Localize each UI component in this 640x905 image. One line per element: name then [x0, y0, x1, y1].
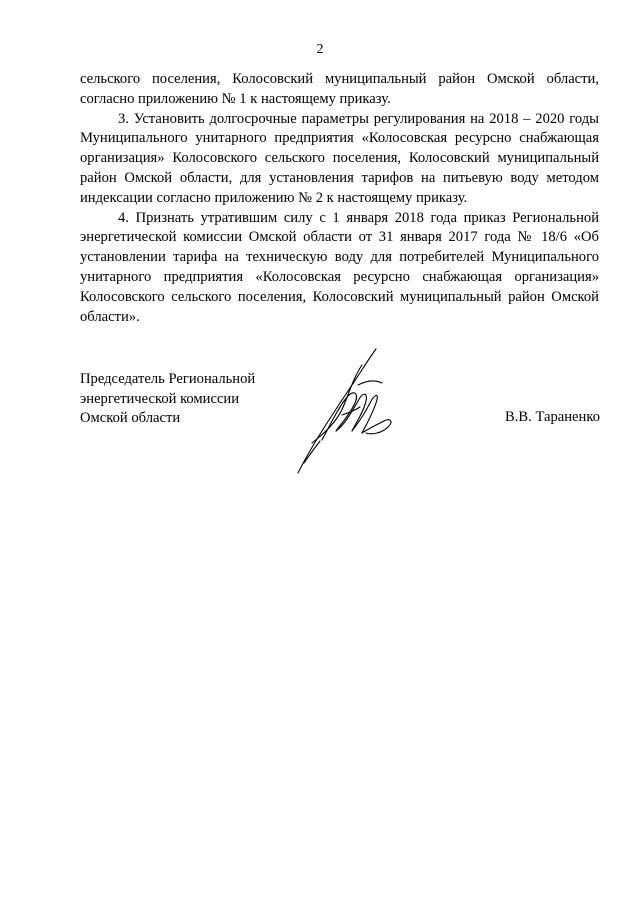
paragraph-item-4: 4. Признать утратившим силу с 1 января 2018 года приказ Региональной энергетической комиссии Омской области от 31 января 2017 года № 18/6 «Об установлении тарифа на техническую воду для потребителей Муниципального унитарного предприятия «Колосовская ресурсно снабжающая организация» Колосовского сельского поселения, Колосовский муниципальный район Омской области».	[80, 209, 599, 325]
page-number: 2	[316, 42, 324, 57]
handwritten-signature	[292, 345, 402, 475]
paragraph-item-3: 3. Установить долгосрочные параметры регулирования на 2018 – 2020 годы Муниципального унитарного предприятия «Колосовская ресурсно снабжающая организация» Колосовского сельского поселения, Колосовский муниципальный район Омской области, для установления тарифов на питьевую воду методом индексации согласно приложению № 2 к настоящему приказу.	[80, 110, 599, 206]
signatory-name: В.В. Тараненко	[505, 409, 600, 425]
signatory-title-line: Председатель Региональной	[80, 371, 256, 387]
document-body	[80, 70, 599, 327]
signatory-title-line: Омской области	[80, 410, 181, 426]
signatory-title	[80, 370, 255, 429]
paragraph-continuation: сельского поселения, Колосовский муниципальный район Омской области, согласно приложению № 1 к настоящему приказу.	[80, 71, 599, 107]
signatory-title-line: энергетической комиссии	[80, 390, 240, 407]
